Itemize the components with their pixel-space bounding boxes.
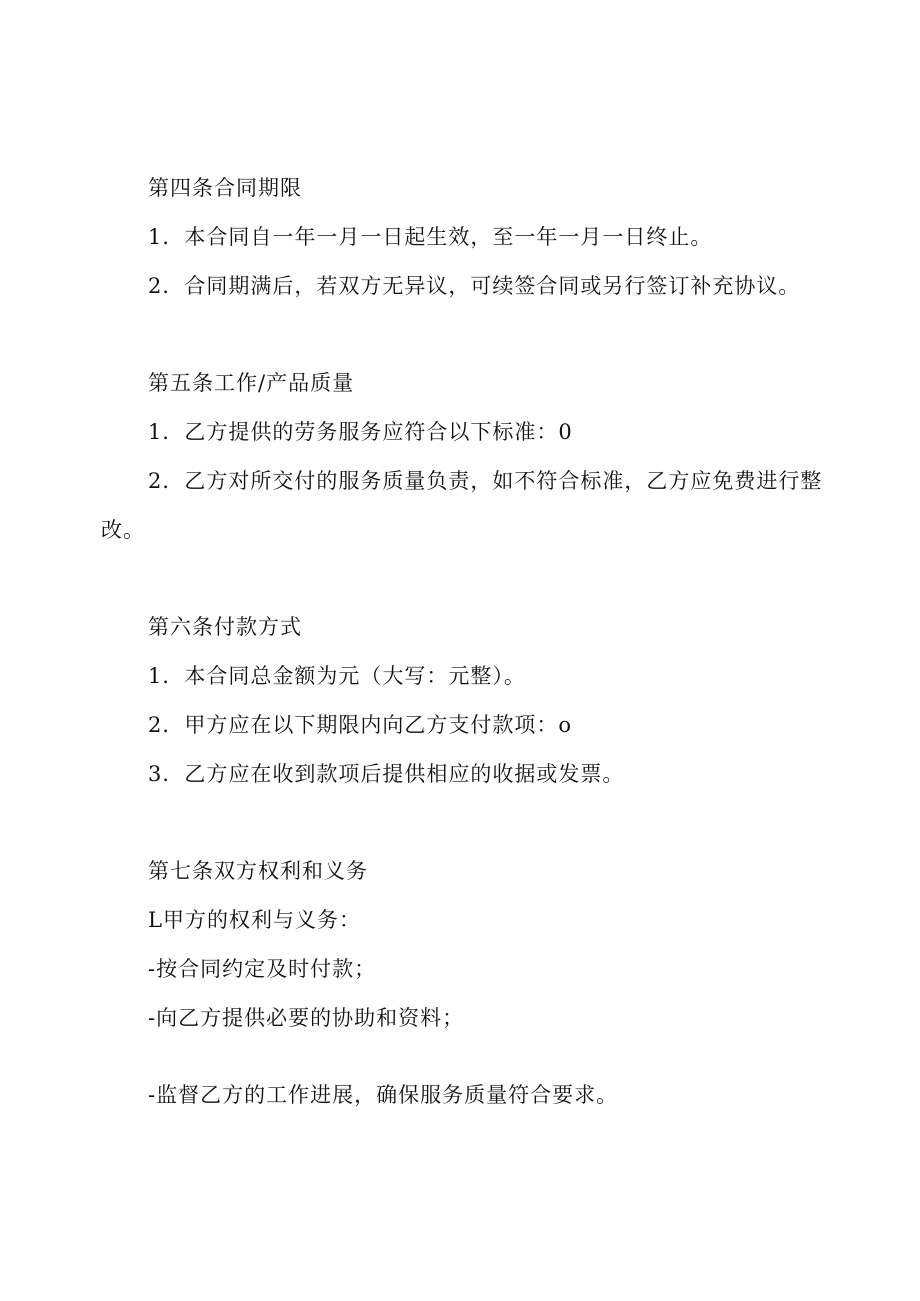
clause-payment-3: 3．乙方应在收到款项后提供相应的收据或发票。 <box>148 762 625 786</box>
clause-rights-sub-1: -按合同约定及时付款； <box>148 957 377 981</box>
clause-rights-sub-2: -向乙方提供必要的协助和资料； <box>148 1006 465 1030</box>
clause-term-1: 1．本合同自一年一月一日起生效，至一年一月一日终止。 <box>148 225 713 249</box>
clause-term-2: 2．合同期满后，若双方无异议，可续签合同或另行签订补充协议。 <box>148 274 801 298</box>
clause-quality-2-continuation: 改。 <box>101 518 145 542</box>
section-heading-rights: 第七条双方权利和义务 <box>148 859 368 883</box>
section-heading-quality: 第五条工作/产品质量 <box>148 371 355 395</box>
clause-payment-2: 2．甲方应在以下期限内向乙方支付款项：o <box>148 713 573 737</box>
clause-payment-1: 1．本合同总金额为元（大写：元整）。 <box>148 664 526 688</box>
clause-rights-1: L甲方的权利与义务： <box>148 908 361 932</box>
clause-quality-1: 1．乙方提供的劳务服务应符合以下标准：0 <box>148 420 573 444</box>
section-heading-term: 第四条合同期限 <box>148 176 302 200</box>
clause-quality-2: 2．乙方对所交付的服务质量负责，如不符合标准，乙方应免费进行整 <box>148 469 823 493</box>
clause-rights-sub-3: -监督乙方的工作进展，确保服务质量符合要求。 <box>148 1083 619 1107</box>
section-heading-payment: 第六条付款方式 <box>148 615 302 639</box>
